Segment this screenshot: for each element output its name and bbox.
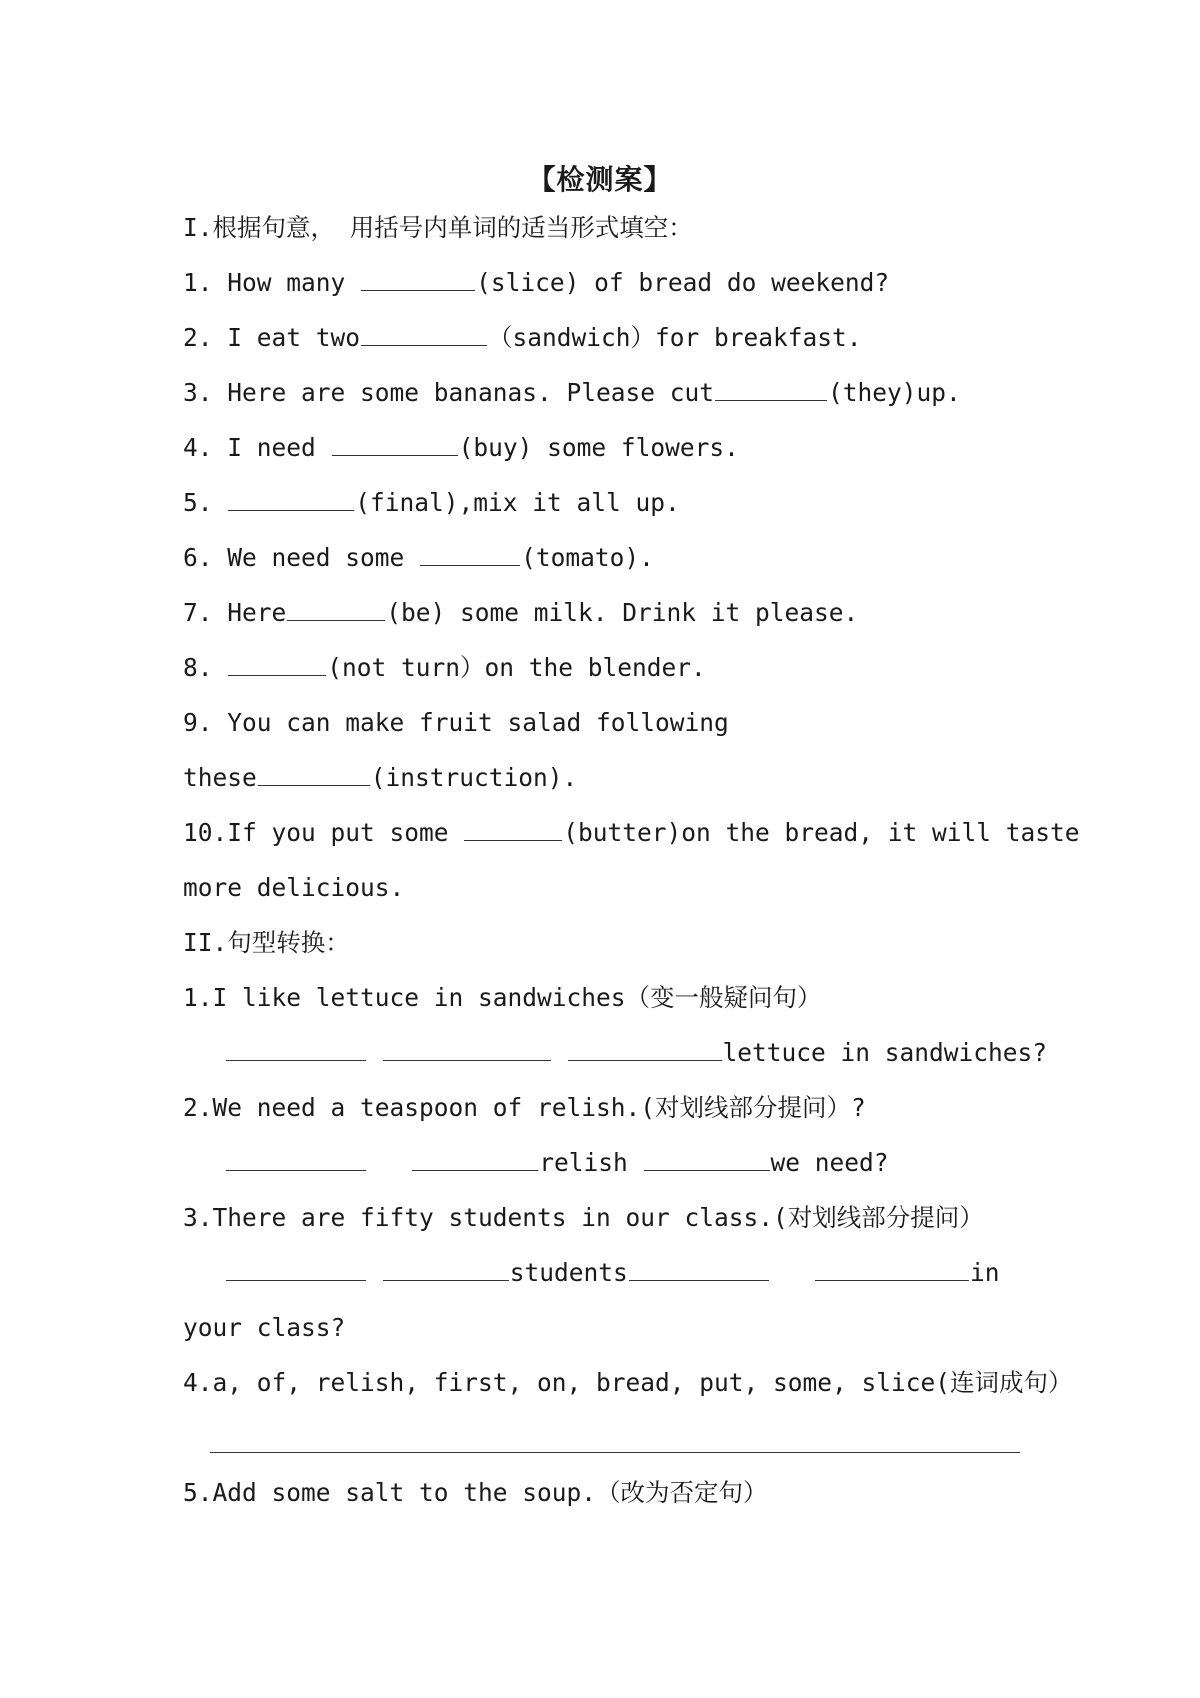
answer-line[interactable]	[210, 1452, 1020, 1453]
transform-answer-1: lettuce in sandwiches?	[225, 1036, 1047, 1070]
answer-blank[interactable]	[629, 1258, 769, 1281]
answer-blank[interactable]	[644, 1148, 770, 1171]
question-6: 6. We need some (tomato).	[183, 543, 654, 572]
answer-blank[interactable]	[228, 488, 354, 511]
transform-question-4: 4.a, of, relish, first, on, bread, put, some, slice(连词成句）	[183, 1368, 1073, 1397]
transform-question-1: 1.I like lettuce in sandwiches（变一般疑问句）	[183, 983, 822, 1012]
answer-blank[interactable]	[383, 1258, 509, 1281]
transform-question-3-continued: your class?	[183, 1313, 346, 1342]
question-2: 2. I eat two （sandwich）for breakfast.	[183, 323, 862, 352]
question-4: 4. I need (buy) some flowers.	[183, 433, 739, 462]
section1-heading: I.根据句意， 用括号内单词的适当形式填空：	[183, 213, 693, 242]
answer-blank[interactable]	[228, 653, 326, 676]
answer-blank[interactable]	[226, 1038, 366, 1061]
question-1: 1. How many (slice) of bread do weekend?	[183, 268, 890, 297]
question-10: 10.If you put some (butter)on the bread, it will taste	[183, 818, 1080, 847]
answer-blank[interactable]	[287, 598, 385, 621]
question-9-continued: these (instruction).	[183, 763, 578, 792]
question-7: 7. Here (be) some milk. Drink it please.	[183, 598, 859, 627]
answer-blank[interactable]	[568, 1038, 722, 1061]
answer-blank[interactable]	[361, 268, 475, 291]
answer-blank[interactable]	[420, 543, 520, 566]
answer-blank[interactable]	[226, 1148, 366, 1171]
question-9: 9. You can make fruit salad following	[183, 708, 729, 737]
answer-blank[interactable]	[412, 1148, 538, 1171]
section2-heading: II.句型转换：	[183, 928, 350, 957]
answer-blank[interactable]	[464, 818, 562, 841]
question-10-continued: more delicious.	[183, 873, 405, 902]
answer-blank[interactable]	[815, 1258, 969, 1281]
question-5: 5. (final),mix it all up.	[183, 488, 680, 517]
answer-blank[interactable]	[226, 1258, 366, 1281]
transform-question-2: 2.We need a teaspoon of relish.(对划线部分提问）?	[183, 1093, 866, 1122]
transform-answer-2: relish we need?	[225, 1146, 889, 1180]
page-title: 【检测案】	[527, 163, 673, 196]
question-3: 3. Here are some bananas. Please cut (they)up.	[183, 378, 961, 407]
transform-question-3: 3.There are fifty students in our class.(对划线部分提问）	[183, 1203, 984, 1232]
answer-blank[interactable]	[715, 378, 827, 401]
question-8: 8. (not turn）on the blender.	[183, 653, 706, 682]
transform-question-5: 5.Add some salt to the soup.（改为否定句）	[183, 1478, 768, 1507]
answer-blank[interactable]	[258, 763, 370, 786]
answer-blank[interactable]	[361, 323, 487, 346]
answer-blank[interactable]	[383, 1038, 551, 1061]
transform-answer-3: students in	[225, 1256, 1000, 1290]
answer-blank[interactable]	[332, 433, 458, 456]
